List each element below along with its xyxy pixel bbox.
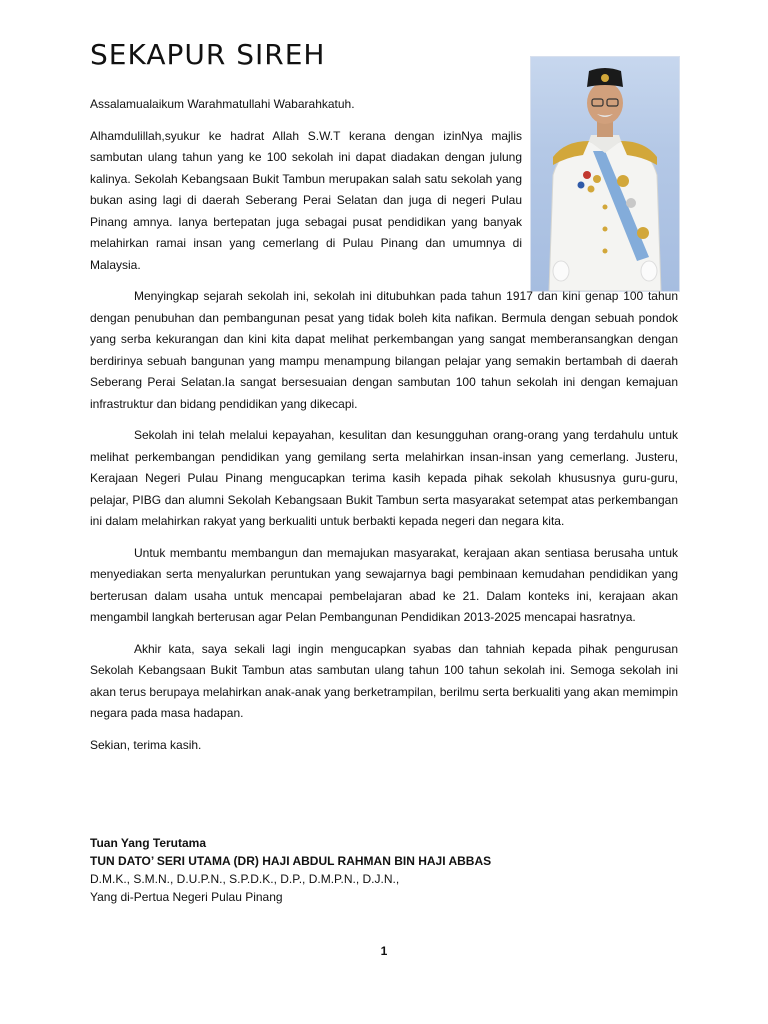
paragraph-2: Menyingkap sejarah sekolah ini, sekolah ini ditubuhkan pada tahun 1917 dan kini genap 100 tahun dengan penubuhan dan pembangunan pesat yang tidak boleh kita nafikan. Bermula dengan sebuah pondok yang serba kekurangan dan kini kita dapat melihat perkembangan yang sangat memberansangkan dengan berdirinya sebuah bangunan yang mampu menampung bilangan pelajar yang semakin bertambah di daerah Seberang Perai Selatan.Ia sangat bersesuaian dengan sambutan 100 tahun sekolah ini dengan kemajuan infrastruktur dan bidang pendidikan yang dikecapi. [90, 289, 678, 411]
paragraph-1: Alhamdulillah,syukur ke hadrat Allah S.W.T kerana dengan izinNya majlis sambutan ulang tahun yang ke 100 sekolah ini dapat diadakan dengan julung kalinya. Sekolah Kebangsaan Bukit Tambun merupakan salah satu sekolah yang bukan asing lagi di daerah Seberang Perai Selatan dan juga di negeri Pulau Pinang amnya. Ianya bertepatan juga sebagai pusat pendidikan yang banyak melahirkan ramai insan yang cemerlang di Pulau Pinang dan umumnya di Malaysia. [90, 128, 522, 272]
signature-name: TUN DATO’ SERI UTAMA (DR) HAJI ABDUL RAHMAN BIN HAJI ABBAS [90, 854, 492, 868]
letter-body [90, 94, 678, 766]
paragraph-4: Untuk membantu membangun dan memajukan masyarakat, kerajaan akan sentiasa berusaha untuk menyediakan serta menyalurkan peruntukan yang sewajarnya bagi pembinaan kemudahan pendidikan yang berterusan dalam usaha untuk mencapai pembelajaran abad ke 21. Dalam konteks ini, kerajaan akan mengambil langkah berterusan agar Pelan Pembangunan Pendidikan 2013-2025 mencapai hasratnya. [90, 545, 678, 624]
signature-position: Yang di-Pertua Negeri Pulau Pinang [90, 890, 283, 904]
paragraph-5: Akhir kata, saya sekali lagi ingin mengucapkan syabas dan tahniah kepada pihak pengurusan Sekolah Kebangsaan Bukit Tambun atas sambutan ulang tahun 100 tahun sekolah ini. Semoga sekolah ini akan terus berupaya melahirkan anak-anak yang berketrampilan, berilmu serta berkualiti yang akan memimpin negara pada masa hadapan. [90, 641, 678, 720]
page-number: 1 [380, 944, 388, 958]
paragraph-3: Sekolah ini telah melalui kepayahan, kesulitan dan kesungguhan orang-orang yang terdahulu untuk melihat perkembangan pendidikan yang gemilang serta melahirkan insan-insan yang cemerlang. Justeru, Kerajaan Negeri Pulau Pinang mengucapkan terima kasih kepada pihak sekolah khususnya guru-guru, pelajar, PIBG dan alumni Sekolah Kebangsaan Bukit Tambun serta masyarakat setempat atas perkembangan ini dalam melahirkan rakyat yang berkualiti untuk berbakti kepada negeri dan negara kita. [90, 428, 678, 528]
signature-titles: D.M.K., S.M.N., D.U.P.N., S.P.D.K., D.P., D.M.P.N., D.J.N., [90, 872, 400, 886]
signature-block [90, 834, 491, 906]
closing: Sekian, terima kasih. [90, 737, 202, 752]
page-title: SEKAPUR SIREH [90, 38, 326, 71]
signature-honorific: Tuan Yang Terutama [90, 836, 207, 850]
greeting: Assalamualaikum Warahmatullahi Wabarahkatuh. [90, 97, 355, 111]
